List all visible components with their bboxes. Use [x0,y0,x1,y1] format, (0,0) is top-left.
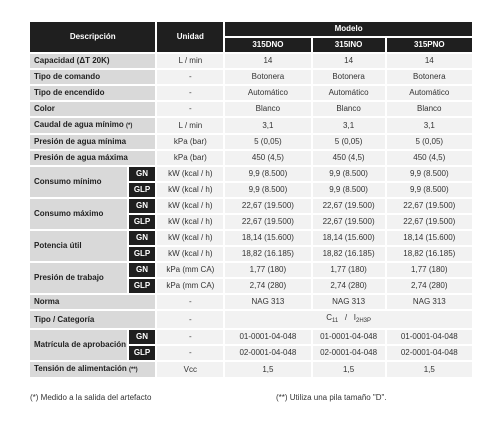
label-comando: Tipo de comando [30,70,155,84]
row-comando [30,70,472,84]
sub-potencia-gn: GN [129,231,156,245]
value-ptrabajo-gn-3: 1,77 (180) [387,263,472,277]
unit-cmax-gn: kW (kcal / h) [157,199,223,213]
value-cmax-glp-1: 22,67 (19.500) [225,215,310,229]
value-pmin-2: 5 (0,05) [313,135,385,149]
sub-matricula-glp: GLP [129,346,156,360]
value-potencia-glp-3: 18,82 (16.185) [387,247,472,261]
header-descripcion: Descripción [30,22,155,52]
header-unidad: Unidad [157,22,223,52]
value-matricula-glp-1: 02-0001-04-048 [225,346,310,360]
row-ptrabajo-gn [30,263,472,277]
footnote-left: (*) Medido a la salida del artefacto [30,393,152,402]
unit-cmin-gn: kW (kcal / h) [157,167,223,181]
unit-potencia-glp: kW (kcal / h) [157,247,223,261]
value-color-1: Blanco [225,102,310,116]
label-capacidad: Capacidad (ΔT 20K) [30,54,155,68]
spec-table [28,20,474,379]
row-norma [30,295,472,309]
header-model-1: 315DNO [225,38,310,52]
value-cmin-glp-3: 9,9 (8.500) [387,183,472,197]
tipo-i: I [353,313,357,322]
unit-potencia-gn: kW (kcal / h) [157,231,223,245]
value-ptrabajo-glp-2: 2,74 (280) [313,279,385,293]
value-ptrabajo-glp-1: 2,74 (280) [225,279,310,293]
label-caudal-text: Caudal de agua mínimo [34,120,124,129]
value-matricula-gn-2: 01-0001-04-048 [313,330,385,344]
value-comando-2: Botonera [313,70,385,84]
label-ptrabajo: Presión de trabajo [30,263,127,293]
label-caudal [30,118,155,133]
sub-potencia-glp: GLP [129,247,156,261]
value-comando-3: Botonera [387,70,472,84]
label-tipo: Tipo / Categoría [30,311,155,328]
value-encendido-2: Automático [313,86,385,100]
value-color-2: Blanco [313,102,385,116]
unit-tipo: - [157,311,223,328]
row-potencia-gn [30,231,472,245]
value-pmin-1: 5 (0,05) [225,135,310,149]
value-matricula-gn-1: 01-0001-04-048 [225,330,310,344]
value-caudal-1: 3,1 [225,118,310,133]
value-encendido-1: Automático [225,86,310,100]
unit-color: - [157,102,223,116]
value-pmax-3: 450 (4,5) [387,151,472,165]
row-color [30,102,472,116]
value-norma-3: NAG 313 [387,295,472,309]
value-encendido-3: Automático [387,86,472,100]
value-capacidad-2: 14 [313,54,385,68]
unit-norma: - [157,295,223,309]
unit-matricula-glp: - [157,346,223,360]
value-tension-3: 1,5 [387,362,472,377]
label-tension [30,362,155,377]
value-matricula-gn-3: 01-0001-04-048 [387,330,472,344]
unit-pmin: kPa (bar) [157,135,223,149]
value-cmin-glp-2: 9,9 (8.500) [313,183,385,197]
value-tension-2: 1,5 [313,362,385,377]
value-cmin-gn-2: 9,9 (8.500) [313,167,385,181]
value-cmax-glp-2: 22,67 (19.500) [313,215,385,229]
row-tipo [30,311,472,328]
value-caudal-3: 3,1 [387,118,472,133]
value-comando-1: Botonera [225,70,310,84]
label-pmax: Presión de agua máxima [30,151,155,165]
value-ptrabajo-glp-3: 2,74 (280) [387,279,472,293]
value-tipo [225,311,472,328]
value-ptrabajo-gn-2: 1,77 (180) [313,263,385,277]
label-tension-note: (**) [129,367,138,373]
row-matricula-gn [30,330,472,344]
unit-comando: - [157,70,223,84]
row-encendido [30,86,472,100]
label-norma: Norma [30,295,155,309]
value-pmax-2: 450 (4,5) [313,151,385,165]
unit-ptrabajo-glp: kPa (mm CA) [157,279,223,293]
label-tension-text: Tensión de alimentación [34,364,127,373]
unit-caudal: L / min [157,118,223,133]
unit-cmax-glp: kW (kcal / h) [157,215,223,229]
row-capacidad [30,54,472,68]
value-potencia-glp-2: 18,82 (16.185) [313,247,385,261]
value-cmax-gn-1: 22,67 (19.500) [225,199,310,213]
header-row [30,22,472,36]
value-tension-1: 1,5 [225,362,310,377]
label-caudal-note: (*) [126,123,133,129]
value-caudal-2: 3,1 [313,118,385,133]
value-cmax-gn-3: 22,67 (19.500) [387,199,472,213]
sub-ptrabajo-glp: GLP [129,279,156,293]
sub-matricula-gn: GN [129,330,156,344]
label-matricula: Matrícula de aprobación [30,330,127,360]
value-matricula-glp-3: 02-0001-04-048 [387,346,472,360]
header-model-2: 315INO [313,38,385,52]
value-norma-1: NAG 313 [225,295,310,309]
value-potencia-glp-1: 18,82 (16.185) [225,247,310,261]
value-ptrabajo-gn-1: 1,77 (180) [225,263,310,277]
row-pmax [30,151,472,165]
header-modelo: Modelo [225,22,472,36]
value-potencia-gn-1: 18,14 (15.600) [225,231,310,245]
label-color: Color [30,102,155,116]
unit-tension: Vcc [157,362,223,377]
unit-matricula-gn: - [157,330,223,344]
sub-cmin-gn: GN [129,167,156,181]
value-matricula-glp-2: 02-0001-04-048 [313,346,385,360]
header-model-3: 315PNO [387,38,472,52]
value-color-3: Blanco [387,102,472,116]
value-norma-2: NAG 313 [313,295,385,309]
row-pmin [30,135,472,149]
unit-encendido: - [157,86,223,100]
sub-cmax-gn: GN [129,199,156,213]
tipo-c: C [326,313,332,322]
spec-table-container [30,20,472,379]
row-caudal [30,118,472,133]
value-cmin-gn-1: 9,9 (8.500) [225,167,310,181]
row-cmax-gn [30,199,472,213]
sub-cmin-glp: GLP [129,183,156,197]
value-cmin-gn-3: 9,9 (8.500) [387,167,472,181]
unit-cmin-glp: kW (kcal / h) [157,183,223,197]
label-potencia: Potencia útil [30,231,127,261]
tipo-i-sub: 2H3P [356,318,372,324]
value-cmax-glp-3: 22,67 (19.500) [387,215,472,229]
tipo-c-sub: 11 [331,318,339,324]
sub-ptrabajo-gn: GN [129,263,156,277]
label-cmax: Consumo máximo [30,199,127,229]
label-pmin: Presión de agua mínima [30,135,155,149]
unit-capacidad: L / min [157,54,223,68]
value-potencia-gn-3: 18,14 (15.600) [387,231,472,245]
row-cmin-gn [30,167,472,181]
tipo-separator: / [344,313,348,322]
value-capacidad-3: 14 [387,54,472,68]
value-potencia-gn-2: 18,14 (15.600) [313,231,385,245]
unit-ptrabajo-gn: kPa (mm CA) [157,263,223,277]
value-cmax-gn-2: 22,67 (19.500) [313,199,385,213]
value-pmax-1: 450 (4,5) [225,151,310,165]
label-encendido: Tipo de encendido [30,86,155,100]
value-capacidad-1: 14 [225,54,310,68]
label-cmin: Consumo mínimo [30,167,127,197]
footnote-right: (**) Utiliza una pila tamaño "D". [276,393,387,402]
row-tension [30,362,472,377]
sub-cmax-glp: GLP [129,215,156,229]
value-cmin-glp-1: 9,9 (8.500) [225,183,310,197]
unit-pmax: kPa (bar) [157,151,223,165]
value-pmin-3: 5 (0,05) [387,135,472,149]
